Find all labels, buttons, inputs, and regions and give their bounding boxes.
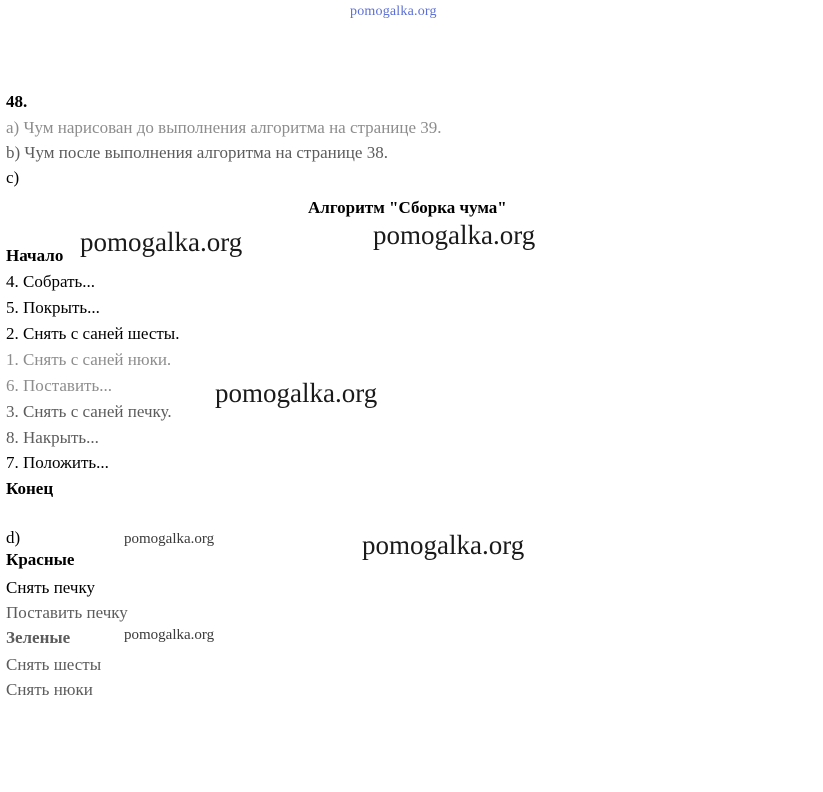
algorithm-step: 6. Поставить... xyxy=(6,376,112,395)
green-group-label: Зеленые xyxy=(6,628,71,647)
watermark: pomogalka.org xyxy=(124,531,215,547)
red-group-label: Красные xyxy=(6,550,75,569)
exercise-part-b: b) Чум после выполнения алгоритма на странице 38. xyxy=(6,143,388,162)
red-group-item: Поставить печку xyxy=(6,603,128,622)
algorithm-step: 3. Снять с саней печку. xyxy=(6,402,172,421)
watermark: pomogalka.org xyxy=(80,227,243,257)
green-group-item: Снять шесты xyxy=(6,655,102,674)
algorithm-step: 1. Снять с саней нюки. xyxy=(6,350,172,369)
red-group-item: Снять печку xyxy=(6,578,95,597)
green-group-item: Снять нюки xyxy=(6,680,93,699)
exercise-number: 48. xyxy=(6,92,28,111)
watermark: pomogalka.org xyxy=(362,530,525,560)
algorithm-step: 4. Собрать... xyxy=(6,272,96,291)
exercise-part-d-label: d) xyxy=(6,528,21,547)
watermark: pomogalka.org xyxy=(124,627,215,643)
exercise-part-a: a) Чум нарисован до выполнения алгоритма на странице 39. xyxy=(6,118,442,137)
watermark-top: pomogalka.org xyxy=(350,4,437,19)
algorithm-title: Алгоритм "Сборка чума" xyxy=(308,198,507,217)
algorithm-end: Конец xyxy=(6,479,54,498)
algorithm-step: 7. Положить... xyxy=(6,453,109,472)
algorithm-start: Начало xyxy=(6,246,64,265)
watermark: pomogalka.org xyxy=(373,220,536,250)
algorithm-step: 2. Снять с саней шесты. xyxy=(6,324,180,343)
algorithm-step: 8. Накрыть... xyxy=(6,428,99,447)
algorithm-step: 5. Покрыть... xyxy=(6,298,100,317)
watermark: pomogalka.org xyxy=(215,378,378,408)
exercise-part-c-label: c) xyxy=(6,168,20,187)
